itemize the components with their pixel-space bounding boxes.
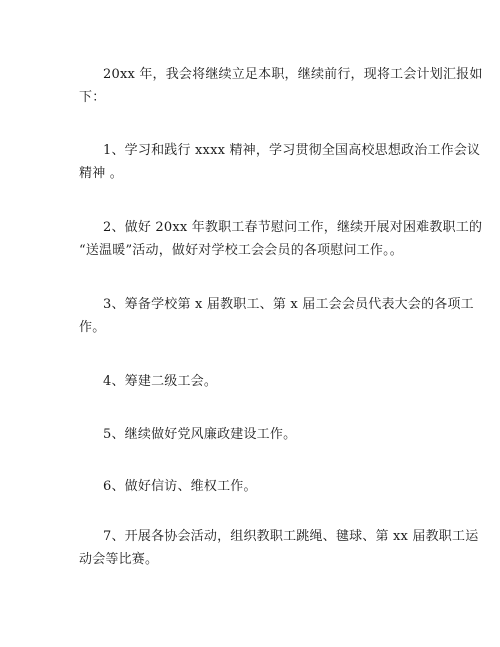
paragraph-line: 20xx 年，我会将继续立足本职，继续前行，现将工会计划汇报如 <box>103 67 483 82</box>
paragraph-line: “送温暖”活动，做好对学校工会会员的各项慰问工作。。 <box>79 243 403 258</box>
paragraph-item-3 <box>79 293 474 339</box>
paragraph-line: 4、筹建二级工会。 <box>103 374 218 389</box>
paragraph-line: 3、筹备学校第 x 届教职工、第 x 届工会会员代表大会的各项工 <box>103 297 474 312</box>
paragraph-line: 7、开展各协会活动，组织教职工跳绳、毽球、第 xx 届教职工运 <box>103 529 479 544</box>
paragraph-line: 精神 。 <box>79 166 123 181</box>
paragraph-item-1 <box>79 139 481 185</box>
paragraph-item-7 <box>79 525 479 571</box>
paragraph-line: 6、做好信访、维权工作。 <box>103 479 257 494</box>
paragraph-line: 2、做好 20xx 年教职工春节慰问工作，继续开展对困难教职工的 <box>103 220 483 235</box>
paragraph-item-2 <box>79 216 483 262</box>
paragraph-line: 动会等比赛。 <box>79 552 159 567</box>
paragraph-item-4 <box>103 370 455 393</box>
paragraph-item-5 <box>103 423 455 446</box>
paragraph-line: 下： <box>79 90 106 105</box>
paragraph-item-6 <box>103 475 455 498</box>
paragraph-intro <box>79 63 483 109</box>
paragraph-line: 5、继续做好党风廉政建设工作。 <box>103 427 297 442</box>
paragraph-line: 1、学习和践行 xxxx 精神，学习贯彻全国高校思想政治工作会议 <box>103 143 481 158</box>
paragraph-line: 作。 <box>79 320 106 335</box>
